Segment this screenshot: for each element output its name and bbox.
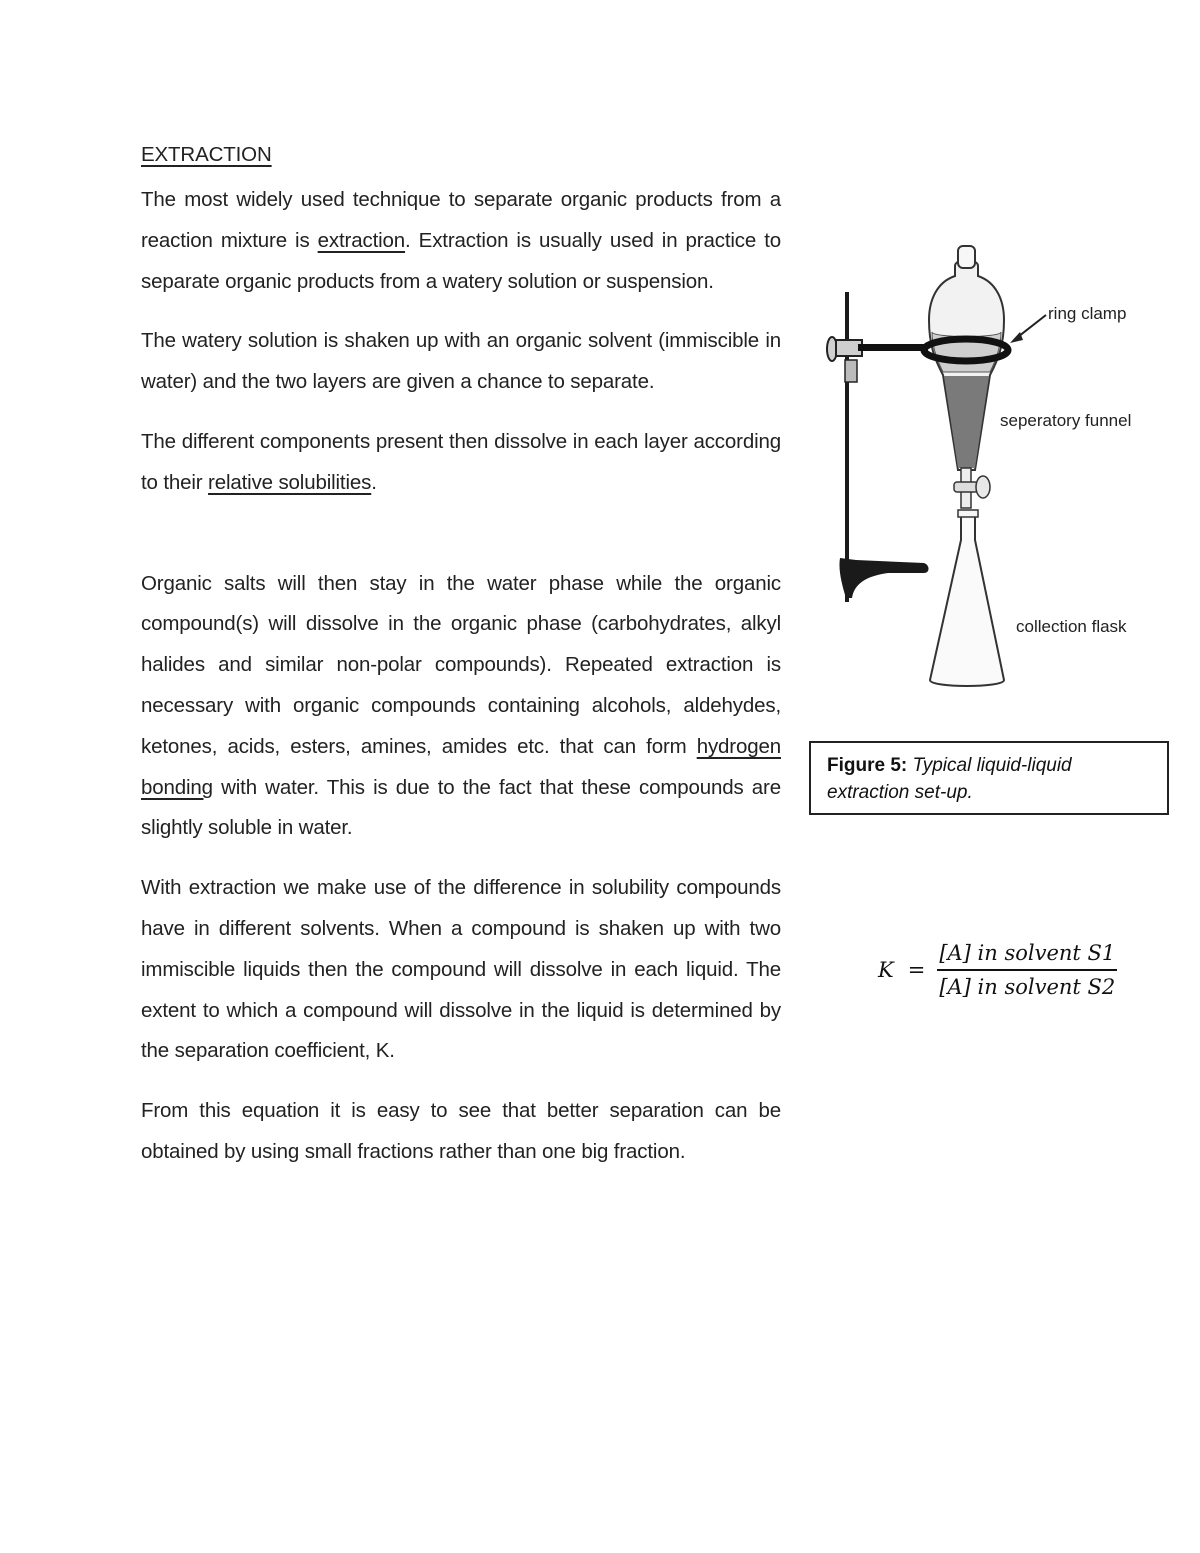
paragraph-solubility: With extraction we make use of the difference in solubility compounds have in different solvents. When a compound is shaken up with two immiscible liquids then the compound will dissolve in each liquid. The extent to which a compound will dissolve in the liquid is determined by the separation coefficient, K. <box>141 876 781 1063</box>
funnel-label: seperatory funnel <box>1000 411 1132 430</box>
caption-text: Typical liquid-liquid extraction set-up. <box>827 755 1072 803</box>
relative-solubilities-link[interactable]: relative solubilities <box>208 470 372 494</box>
stand-rod <box>845 292 849 602</box>
paragraph-text: . Extraction is usually used in practice to separate organic products from a watery solution or suspension. <box>141 228 781 293</box>
paragraph-text: The most widely used technique to separate organic products from a reaction mixture is <box>141 188 781 252</box>
stand-base <box>839 558 928 598</box>
clamp-screw <box>845 360 857 382</box>
flask-label: collection flask <box>1016 617 1127 636</box>
funnel-stopper <box>958 246 975 268</box>
collection-flask <box>930 514 1004 686</box>
clamp-arm <box>858 344 928 351</box>
stopcock-handle <box>976 476 990 498</box>
paragraph-shaking: The watery solution is shaken up with an organic solvent (immiscible in water) and the two layers are given a chance to separate. <box>141 329 781 394</box>
page-title: EXTRACTION <box>141 143 272 166</box>
extraction-apparatus-figure <box>818 240 1138 695</box>
paragraph-text: with water. This is due to the fact that these compounds are slightly soluble in water. <box>141 775 781 840</box>
partition-coefficient-equation <box>878 940 1117 1000</box>
equation-lhs: K <box>878 958 894 982</box>
equation-numerator: [A] in solvent S1 <box>937 940 1117 971</box>
equation-denominator: [A] in solvent S2 <box>939 975 1116 999</box>
equation-equals: = <box>907 958 926 982</box>
main-text-column <box>141 140 781 1192</box>
ring-clamp-label: ring clamp <box>1048 304 1127 323</box>
caption-label: Figure 5: <box>827 755 908 776</box>
paragraph-organic-salts <box>141 564 781 850</box>
spacer <box>141 523 781 564</box>
paragraph-intro <box>141 180 781 302</box>
paragraph-components <box>141 422 781 504</box>
paragraph-conclusion: From this equation it is easy to see that better separation can be obtained by using small fractions rather than one big fraction. <box>141 1099 781 1163</box>
flask-neck <box>958 510 978 517</box>
extraction-link[interactable]: extraction <box>317 228 406 252</box>
equation-fraction <box>937 940 1117 1000</box>
stopcock <box>954 482 978 492</box>
paragraph-text: The different components present then dissolve in each layer according to their <box>141 429 781 494</box>
hydrogen-bonding-link[interactable]: hydrogen bonding <box>141 734 781 799</box>
paragraph-text: Organic salts will then stay in the water phase while the organic compound(s) will dissolve in the organic phase (carbohydrates, alkyl halides and similar non-polar compounds). Repeated extraction is necessary with organic compounds containing alcohols, aldehydes, ketones, acids, esters, amines, amides etc. that can form <box>141 571 781 758</box>
figure-caption <box>809 741 1169 815</box>
paragraph-text: . <box>371 470 377 494</box>
